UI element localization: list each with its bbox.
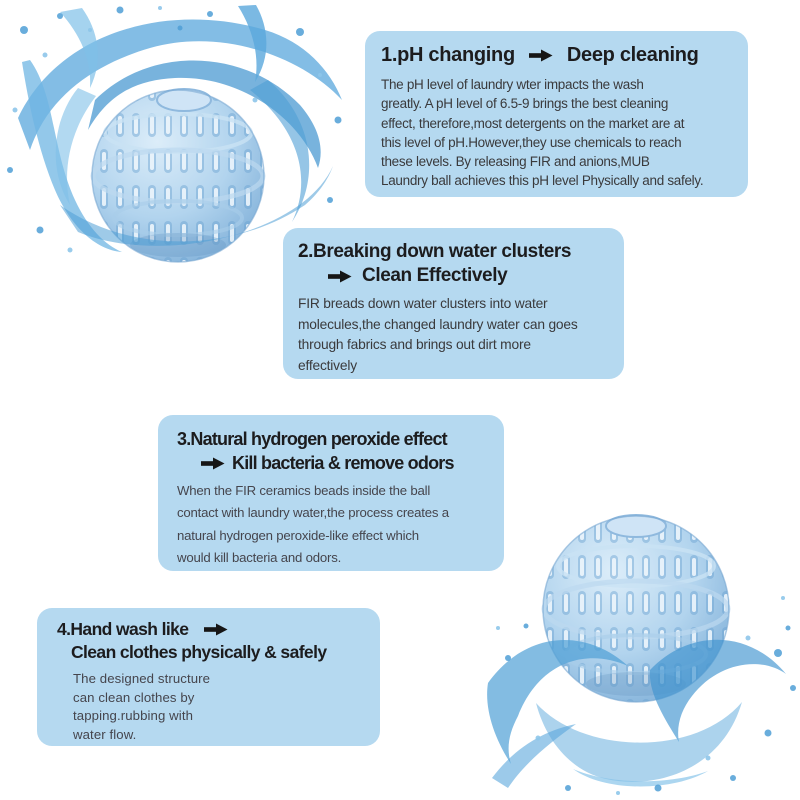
feature-panel-4 xyxy=(37,608,380,746)
body-line: these levels. By releasing FIR and anions,MUB xyxy=(381,154,650,170)
feature-3-title-line1: 3.Natural hydrogen peroxide effect xyxy=(177,429,447,449)
feature-3-title xyxy=(177,427,496,475)
feature-2-title-line1: 2.Breaking down water clusters xyxy=(298,241,572,262)
body-line: effectively xyxy=(298,357,357,373)
body-line: can clean clothes by xyxy=(73,689,195,705)
feature-4-body xyxy=(73,670,374,745)
arrow-right-icon xyxy=(529,49,553,62)
feature-4-title xyxy=(57,618,374,664)
body-line: effect, therefore,most detergents on the market are at xyxy=(381,115,685,131)
feature-1-title-post: Deep cleaning xyxy=(566,44,699,66)
feature-3-title-line2: Kill bacteria & remove odors xyxy=(201,451,496,475)
feature-1-title-pre: 1.pH changing xyxy=(381,44,515,66)
feature-1-title xyxy=(381,44,738,67)
feature-2-title xyxy=(298,240,614,288)
product-photo-bottom-right xyxy=(478,478,800,800)
body-line: through fabrics and brings out dirt more xyxy=(298,337,531,352)
body-line: FIR breads down water clusters into water xyxy=(298,296,548,311)
body-line: Laundry ball achieves this pH level Physically and safely. xyxy=(381,173,704,189)
feature-4-title-line2: Clean clothes physically & safely xyxy=(71,642,327,662)
arrow-right-icon xyxy=(328,270,352,283)
body-line: The pH level of laundry wter impacts the wash xyxy=(381,77,644,92)
feature-2-body xyxy=(298,294,614,376)
body-line: this level of pH.However,they use chemicals to reach xyxy=(381,134,682,150)
body-line: would kill bacteria and odors. xyxy=(177,550,342,566)
feature-panel-1 xyxy=(365,31,748,197)
arrow-right-icon xyxy=(201,457,225,470)
body-line: natural hydrogen peroxide-like effect which xyxy=(177,527,419,543)
feature-2-title-line2: Clean Effectively xyxy=(328,264,614,288)
body-line: greatly. A pH level of 6.5-9 brings the best cleaning xyxy=(381,96,669,112)
feature-panel-2 xyxy=(283,228,624,379)
feature-1-body xyxy=(381,75,738,191)
feature-3-body xyxy=(177,480,496,570)
body-line: When the FIR ceramics beads inside the ball xyxy=(177,483,431,498)
arrow-right-icon xyxy=(204,623,228,636)
feature-4-title-line1: 4.Hand wash like xyxy=(57,618,374,641)
body-line: water flow. xyxy=(73,727,137,743)
body-line: tapping.rubbing with xyxy=(73,708,194,724)
body-line: The designed structure xyxy=(73,671,211,686)
laundry-ball-splash-image xyxy=(478,478,800,800)
body-line: molecules,the changed laundry water can goes xyxy=(298,316,578,332)
body-line: contact with laundry water,the process creates a xyxy=(177,505,449,521)
feature-panel-3 xyxy=(158,415,504,571)
